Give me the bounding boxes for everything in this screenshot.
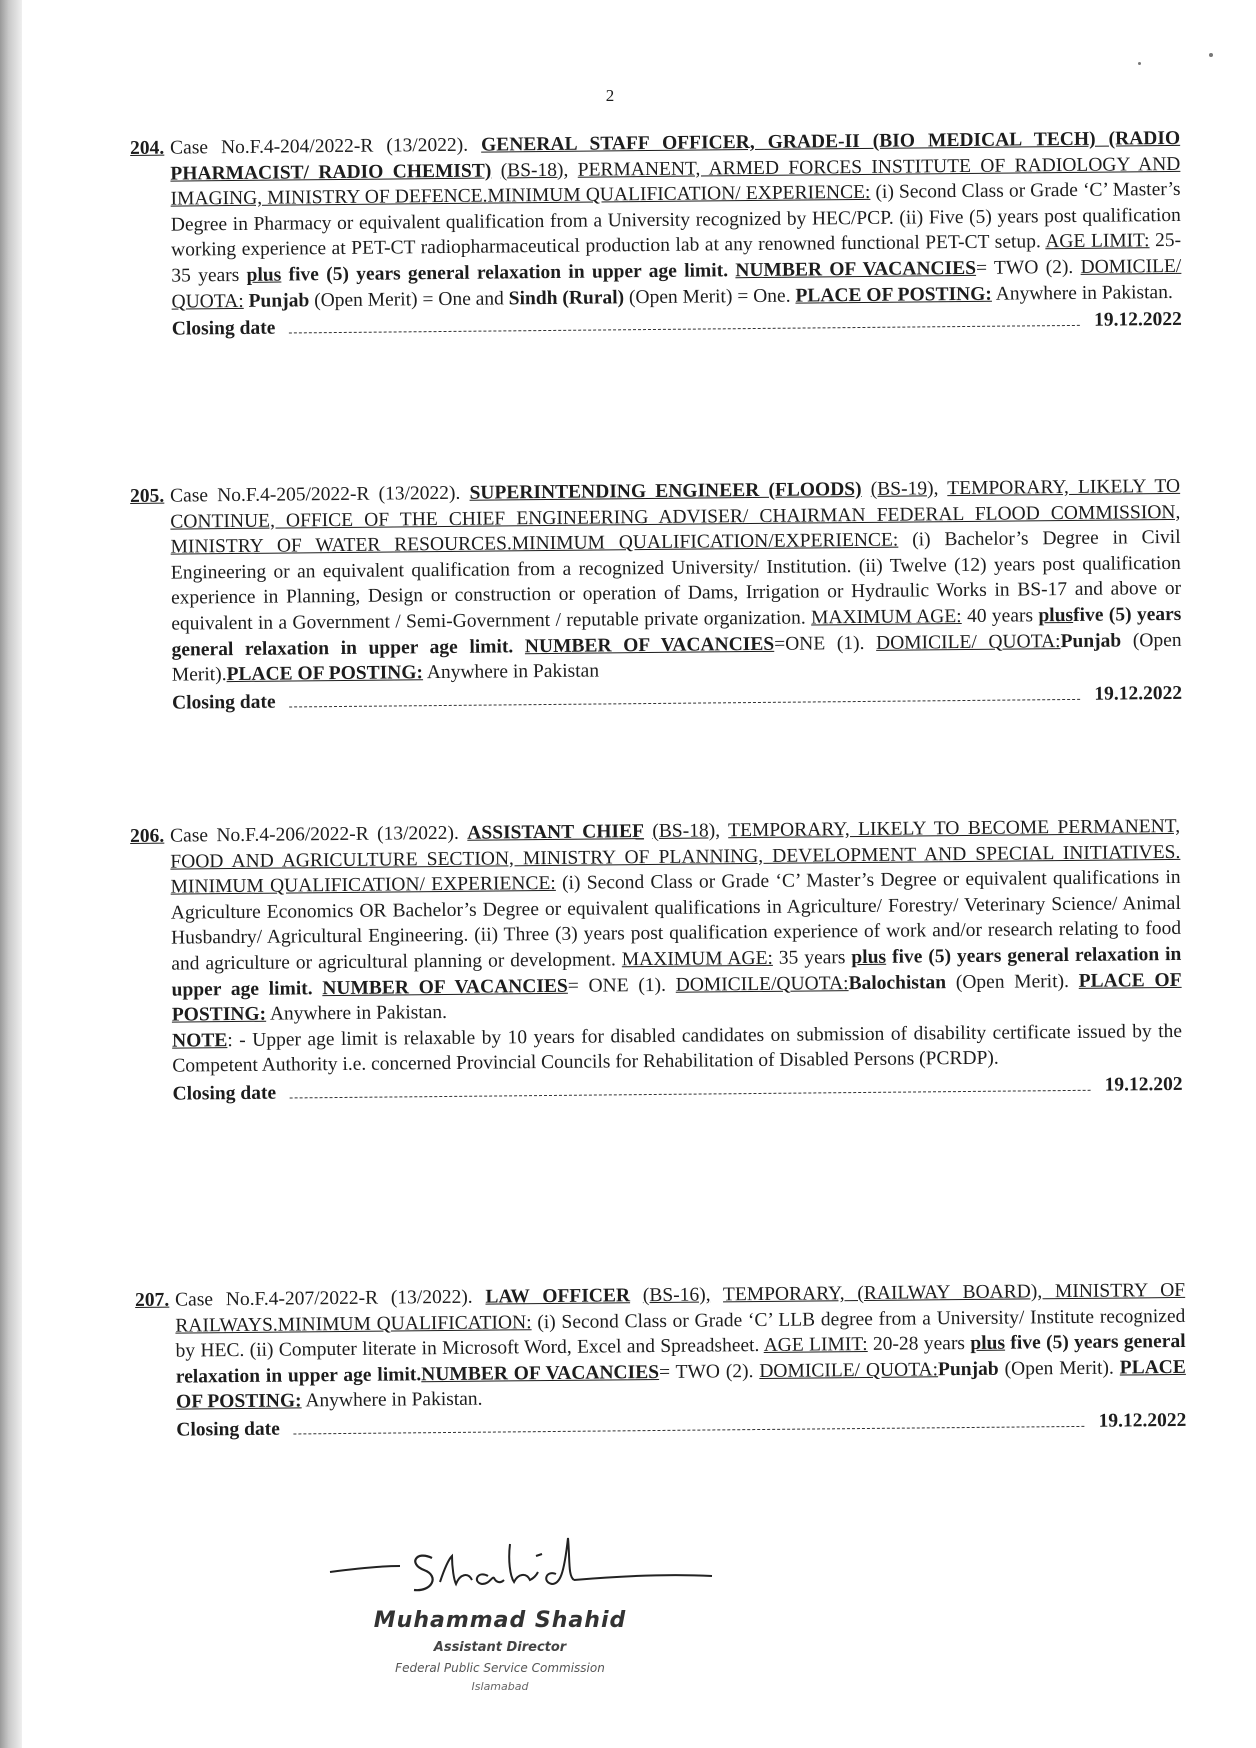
qualification: (i) Bachelor’s Degree in Civil Engineering or an equivalent qualification from a recognized University/ Institution. (ii) Twelve (12) years post qualification experience in Planning, Design or construction or operation of Dams, Irrigation or Hydraulic Works in BS-17 and above or equivalent in a Government / Semi-Government / reputable private organization. [170,527,1182,635]
posting-value: Anywhere in Pakistan. [995,281,1173,305]
closing-date: 19.12.2022 [1094,682,1183,705]
leader-dashes [290,1090,1090,1099]
closing-label: Closing date [172,691,276,714]
closing-date: 19.12.2022 [1098,1409,1187,1432]
vacancy-item-204 [130,126,1182,343]
signatory-name: Muhammad Shahid [373,1608,627,1633]
posting-label: PLACE OF POSTING: [176,1356,1186,1413]
pay-scale: (BS-18), [652,820,721,842]
scan-edge-shadow [0,0,22,1748]
age-label: AGE LIMIT: [1045,230,1150,253]
item-body [170,126,1182,342]
domicile-province: Balochistan [848,971,947,994]
pay-scale: (BS-18), [500,159,569,182]
department: PERMANENT, ARMED FORCES INSTITUTE OF RADIOLOGY AND IMAGING, MINISTRY OF DEFENCE.MINIMUM QUALIFICATION/ EXPERIENCE: [170,153,1181,210]
domicile-province: Punjab [1060,630,1122,652]
posting-value: Anywhere in Pakistan. [305,1389,483,1412]
note-text: : - Upper age limit is relaxable by 10 years for disabled candidates on submission of disability certificate issued by the Competent Authority i.e. concerned Provincial Councils for Rehabilitation of Disabled Persons (PCRDP). [172,1020,1183,1077]
closing-date: 19.12.2022 [1093,309,1182,331]
vacancy-item-207 [135,1278,1186,1444]
posting-label: PLACE OF POSTING: [226,662,424,686]
relaxation: five (5) years general relaxation in upper age limit. [175,1331,1186,1388]
closing-date: 19.12.202 [1104,1073,1183,1096]
post-title: SUPERINTENDING ENGINEER (FLOODS) [469,478,862,504]
age-value: 40 years [966,605,1034,627]
age-value: 25-35 years [171,230,1182,287]
leader-dashes [294,1426,1085,1435]
signatory-title: Assistant Director [433,1640,567,1655]
vacancies-value: = TWO (2). [975,256,1074,279]
vacancy-item-206 [130,814,1183,1108]
domicile-detail-2: (Open Merit) = One. [628,285,791,308]
posting-value: Anywhere in Pakistan. [269,1002,448,1025]
pay-scale: (BS-19), [870,478,939,500]
plus-label: plus [1038,604,1074,627]
page-number: 2 [605,86,615,105]
age-value: 20-28 years [872,1333,966,1356]
domicile-label: DOMICILE/QUOTA: [675,972,849,996]
domicile-label: DOMICILE/ QUOTA: [759,1359,939,1382]
pay-scale: (BS-16), [642,1284,711,1307]
plus-label: plus [246,264,282,286]
age-value: 35 years [778,947,846,969]
domicile-province: Punjab [937,1358,999,1381]
posting-value: Anywhere in Pakistan [426,660,600,684]
age-label: MAXIMUM AGE: [621,947,773,971]
plus-label: plus [970,1332,1006,1355]
domicile-label: DOMICILE/ QUOTA: [875,630,1061,654]
domicile-detail: (Open Merit). [955,970,1070,993]
leader-dashes [290,699,1081,708]
department: TEMPORARY, (RAILWAY BOARD), MINISTRY OF RAILWAYS.MINIMUM QUALIFICATION: [175,1279,1186,1337]
item-number: 206. [130,825,165,847]
posting-label: PLACE OF POSTING: [171,969,1182,1026]
signatory-organization: Federal Public Service Commission [395,1661,605,1675]
scan-speck [1138,62,1141,65]
signatory-city: Islamabad [471,1680,529,1693]
item-number: 204. [130,137,165,159]
age-label: MAXIMUM AGE: [810,605,962,629]
note-paragraph [172,1019,1182,1080]
item-number: 207. [135,1289,170,1311]
relaxation: five (5) years general relaxation in upper age limit. [171,603,1182,661]
leader-dashes [289,325,1080,334]
domicile-detail: (Open Merit). [1004,1357,1114,1380]
closing-label: Closing date [171,317,276,340]
qualification: (i) Second Class or Grade ‘C’ Master’s Degree or equivalent qualifications in Agriculture Economics OR Bachelor’s Degree or equivalent qualifications in Agriculture/ Forestry/ Veterinary Science/ Animal Husbandry/ Agricultural Engineering. (ii) Three (3) years post qualification experience of work and/or research relating to food and agriculture or agricultural planning or development. [170,867,1182,975]
case-number: Case No.F.4-207/2022-R (13/2022). [175,1286,473,1311]
domicile-detail: (Open Merit). [171,629,1182,686]
vacancies-value: =ONE (1). [774,632,865,655]
age-label: AGE LIMIT: [763,1334,868,1357]
case-number: Case No.F.4-206/2022-R (13/2022). [170,822,459,847]
post-title: ASSISTANT CHIEF [467,821,645,844]
vacancies-value: = TWO (2). [658,1360,754,1383]
plus-label: plus [851,946,887,969]
scan-speck [1209,53,1213,57]
case-number: Case No.F.4-205/2022-R (13/2022). [170,482,461,507]
domicile-label: DOMICILE/ QUOTA: [171,255,1182,313]
handwritten-signature [320,1520,740,1610]
department: TEMPORARY, LIKELY TO BECOME PERMANENT, FOOD AND AGRICULTURE SECTION, MINISTRY OF PLANNING, DEVELOPMENT AND SPECIAL INITIATIVES. MINIMUM QUALIFICATION/ EXPERIENCE: [170,815,1181,898]
closing-label: Closing date [176,1418,280,1441]
closing-label: Closing date [172,1082,277,1105]
qualification: (i) Second Class or Grade ‘C’ Master’s Degree in Pharmacy or equivalent qualification from a University recognized by HEC/PCP. (ii) Five (5) years post qualification working experience at PET-CT radiopharmaceutical production lab at any renowned functional PET-CT setup. [170,179,1181,261]
relaxation: five (5) years general relaxation in upper age limit. [171,943,1182,1001]
vacancies-label: NUMBER OF VACANCIES [322,975,568,999]
item-body [170,814,1183,1107]
domicile-detail: (Open Merit) = One and [314,287,504,311]
relaxation: five (5) years general relaxation in upper age limit. [288,260,729,286]
note-label: NOTE [171,1029,228,1052]
domicile-province: Punjab [248,289,310,312]
signature-block [320,1520,740,1720]
post-title: LAW OFFICER [485,1285,631,1308]
item-body [170,474,1182,716]
vacancy-item-205 [130,474,1182,716]
vacancies-label: NUMBER OF VACANCIES [524,633,775,657]
post-title: GENERAL STAFF OFFICER, GRADE-II (BIO MEDICAL TECH) (RADIO PHARMACIST/ RADIO CHEMIST) [170,127,1181,185]
department: TEMPORARY, LIKELY TO CONTINUE, OFFICE OF THE CHIEF ENGINEERING ADVISER/ CHAIRMAN FEDERAL FLOOD COMMISSION, MINISTRY OF WATER RESOURCES.MINIMUM QUALIFICATION/EXPERIENCE: [170,475,1181,558]
vacancies-label: NUMBER OF VACANCIES [421,1361,660,1386]
case-number: Case No.F.4-204/2022-R (13/2022). [170,134,469,159]
posting-label: PLACE OF POSTING: [795,283,992,307]
vacancies-value: = ONE (1). [567,974,667,997]
item-number: 205. [130,485,165,507]
vacancies-label: NUMBER OF VACANCIES [735,257,977,282]
domicile-province-2: Sindh (Rural) [508,286,625,309]
qualification: (i) Second Class or Grade ‘C’ LLB degree from a University/ Institute recognized by HEC. (ii) Computer literate in Microsoft Word, Excel and Spreadsheet. [175,1305,1186,1362]
item-body [175,1278,1186,1443]
